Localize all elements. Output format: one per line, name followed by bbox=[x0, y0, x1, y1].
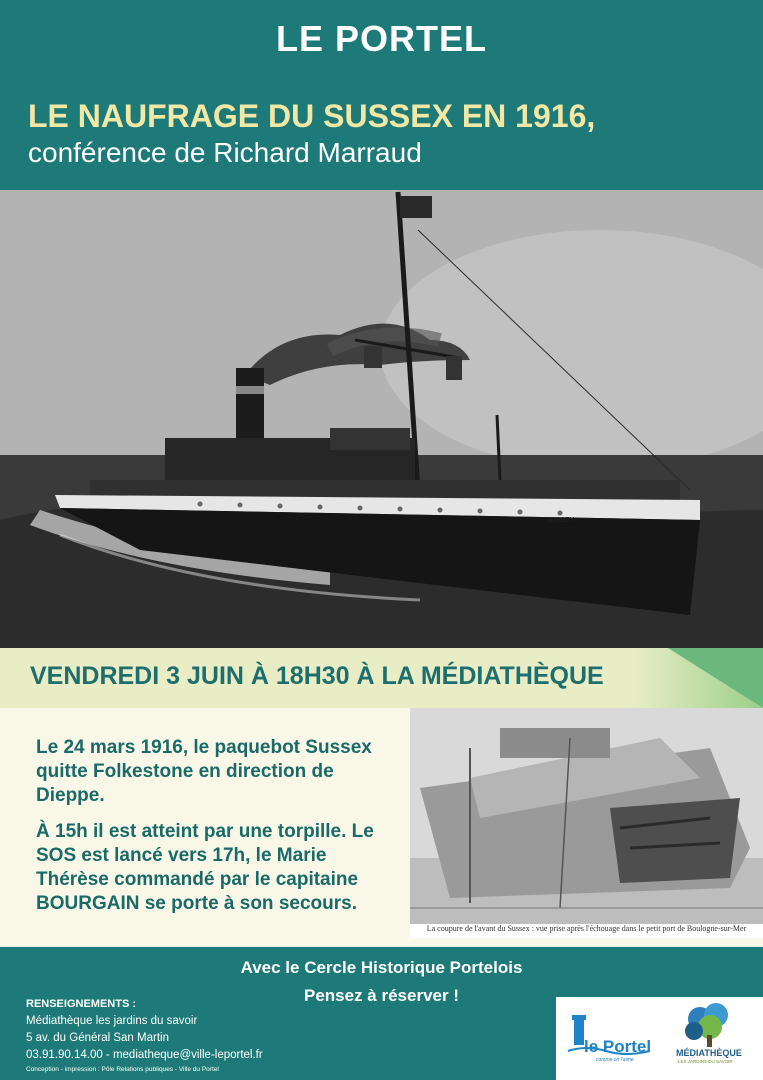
info-contact: 03.91.90.14.00 - mediatheque@ville-leportel.fr bbox=[26, 1049, 263, 1061]
wreck-caption: La coupure de l'avant du Sussex : vue prise après l'échouage dans le petit port de Boulogne-sur-Mer bbox=[426, 924, 747, 933]
le-portel-logo bbox=[566, 1011, 658, 1071]
event-subtitle: conférence de Richard Marraud bbox=[28, 137, 422, 168]
banner-accent bbox=[668, 648, 763, 708]
info-place: Médiathèque les jardins du savoir bbox=[26, 1015, 198, 1027]
wreck-photo bbox=[410, 708, 763, 938]
reserve-line: Pensez à réserver ! bbox=[304, 986, 459, 1005]
portel-logo-tagline: comme on l'aime bbox=[596, 1057, 634, 1063]
story-paragraph-1: Le 24 mars 1916, le paquebot Sussex quitte Folkestone en direction de Dieppe. bbox=[36, 737, 372, 806]
story-paragraph-2: À 15h il est atteint par une torpille. Le SOS est lancé vers 17h, le Marie Thérèse commandé par le capitaine BOURGAIN se porte à son secours. bbox=[36, 821, 374, 914]
story-text bbox=[36, 736, 396, 928]
info-heading: RENSEIGNEMENTS : bbox=[26, 998, 137, 1010]
ship-name-text: SUSSEX bbox=[546, 517, 575, 524]
media-logo-name: MÉDIATHÈQUE bbox=[676, 1048, 742, 1058]
association-line: Avec le Cercle Historique Portelois bbox=[240, 958, 523, 977]
wreck-illustration bbox=[410, 708, 763, 924]
ship-photo bbox=[0, 190, 763, 662]
info-address: 5 av. du Général San Martin bbox=[26, 1032, 169, 1044]
media-logo-tagline: LES JARDINS DU SAVOIR bbox=[678, 1059, 733, 1064]
contact-info bbox=[26, 996, 263, 1064]
ship-illustration bbox=[0, 190, 763, 662]
event-date: VENDREDI 3 JUIN À 18H30 À LA MÉDIATHÈQUE bbox=[30, 662, 604, 690]
header-band bbox=[0, 0, 763, 190]
event-title: LE NAUFRAGE DU SUSSEX EN 1916, bbox=[28, 98, 596, 134]
town-name: LE PORTEL bbox=[275, 18, 487, 59]
logo-panel bbox=[556, 997, 763, 1080]
credits-line: Conception - impression : Pôle Relations publiques - Ville du Portel bbox=[26, 1066, 219, 1073]
tree-icon bbox=[670, 1001, 750, 1049]
portel-logo-name: le Portel bbox=[584, 1037, 652, 1056]
mediatheque-logo bbox=[670, 1001, 750, 1077]
